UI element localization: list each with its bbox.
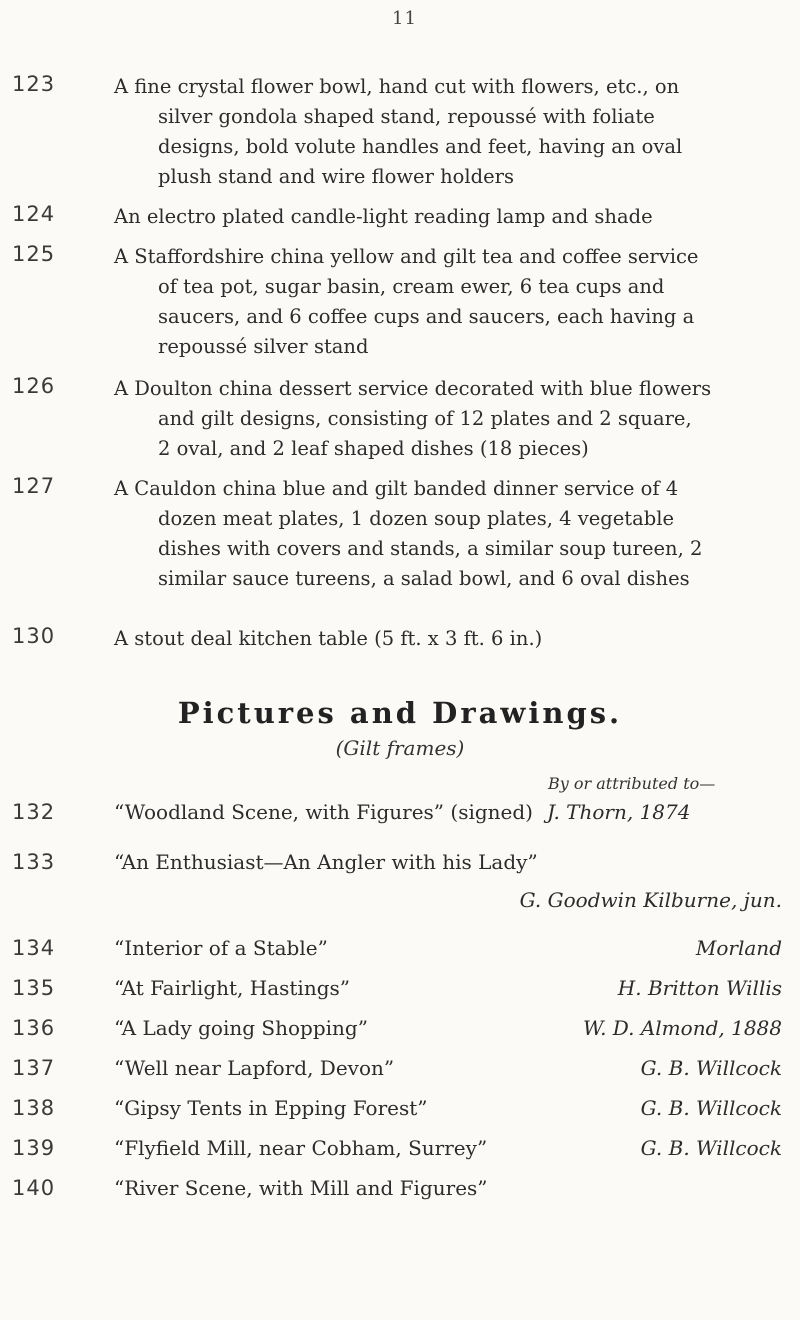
lot-number: 140 (12, 1176, 56, 1200)
lot-description-line: 2 oval, and 2 leaf shaped dishes (18 pieces) (158, 437, 589, 460)
lot-description (114, 374, 784, 464)
lot-number: 124 (12, 202, 56, 226)
lot-description-line: dozen meat plates, 1 dozen soup plates, 4 vegetable (158, 507, 675, 530)
picture-title: “Well near Lapford, Devon” (114, 1056, 395, 1080)
lot-number: 134 (12, 936, 56, 960)
picture-artist: J. Thorn, 1874 (546, 800, 691, 824)
lot-description-line: A stout deal kitchen table (5 ft. x 3 ft. 6 in.) (114, 627, 543, 650)
picture-artist: G. Goodwin Kilburne, jun. (519, 888, 782, 912)
lot-description-line: A Cauldon china blue and gilt banded dinner service of 4 (114, 477, 679, 500)
lot-description-line: repoussé silver stand (158, 335, 369, 358)
picture-entry (0, 1056, 800, 1090)
lot-number: 126 (12, 374, 56, 398)
lot-number: 125 (12, 242, 56, 266)
lot-number: 138 (12, 1096, 56, 1120)
picture-title: “At Fairlight, Hastings” (114, 976, 350, 1000)
picture-artist: G. B. Willcock (640, 1096, 782, 1120)
lot-description-line: A Doulton china dessert service decorated with blue flowers (114, 377, 712, 400)
picture-entry (0, 976, 800, 1010)
picture-artist: G. B. Willcock (640, 1056, 782, 1080)
lot-description-line: similar sauce tureens, a salad bowl, and 6 oval dishes (158, 567, 690, 590)
page-number: 11 (392, 8, 417, 29)
lot-description-line: and gilt designs, consisting of 12 plates and 2 square, (158, 407, 692, 430)
lot-description-line: of tea pot, sugar basin, cream ewer, 6 tea cups and (158, 275, 665, 298)
picture-entry (0, 1176, 800, 1210)
lot-number: 130 (12, 624, 56, 648)
picture-title: “Flyfield Mill, near Cobham, Surrey” (114, 1136, 488, 1160)
picture-artist: W. D. Almond, 1888 (583, 1016, 782, 1040)
section-title: Pictures and Drawings. (177, 696, 623, 730)
attribution-note: By or attributed to— (548, 774, 716, 793)
picture-artist: Morland (695, 936, 782, 960)
lot-description-line: dishes with covers and stands, a similar soup tureen, 2 (158, 537, 703, 560)
picture-title: “Gipsy Tents in Epping Forest” (114, 1096, 428, 1120)
lot-number: 135 (12, 976, 56, 1000)
section-subtitle: (Gilt frames) (335, 736, 465, 760)
lot-number: 136 (12, 1016, 56, 1040)
picture-title: “An Enthusiast—An Angler with his Lady” (114, 850, 538, 874)
lot-description-line: saucers, and 6 coffee cups and saucers, each having a (158, 305, 695, 328)
lot-description-line: A fine crystal flower bowl, hand cut with flowers, etc., on (114, 75, 680, 98)
lot-description (114, 202, 784, 232)
lot-number: 132 (12, 800, 56, 824)
lot-description (114, 72, 784, 192)
picture-entry (0, 1136, 800, 1170)
picture-artist: G. B. Willcock (640, 1136, 782, 1160)
lot-description-line: designs, bold volute handles and feet, having an oval (158, 135, 683, 158)
picture-artist: H. Britton Willis (617, 976, 782, 1000)
lot-number: 139 (12, 1136, 56, 1160)
picture-title (114, 800, 690, 824)
lot-description (114, 624, 784, 654)
picture-entry (0, 800, 800, 834)
picture-title: “River Scene, with Mill and Figures” (114, 1176, 488, 1200)
lot-number: 123 (12, 72, 56, 96)
picture-title: “Interior of a Stable” (114, 936, 328, 960)
lot-description-line: An electro plated candle-light reading lamp and shade (114, 205, 653, 228)
picture-title-text: “Woodland Scene, with Figures” (signed) (114, 800, 533, 824)
picture-entry (0, 1016, 800, 1050)
lot-description-line: silver gondola shaped stand, repoussé with foliate (158, 105, 655, 128)
lot-description (114, 474, 784, 594)
lot-description (114, 242, 784, 362)
picture-entry (0, 850, 800, 920)
picture-entry (0, 1096, 800, 1130)
lot-number: 127 (12, 474, 56, 498)
picture-title: “A Lady going Shopping” (114, 1016, 368, 1040)
picture-entry (0, 936, 800, 970)
lot-number: 133 (12, 850, 56, 874)
lot-description-line: plush stand and wire flower holders (158, 165, 514, 188)
lot-description-line: A Staffordshire china yellow and gilt tea and coffee service (114, 245, 699, 268)
lot-number: 137 (12, 1056, 56, 1080)
